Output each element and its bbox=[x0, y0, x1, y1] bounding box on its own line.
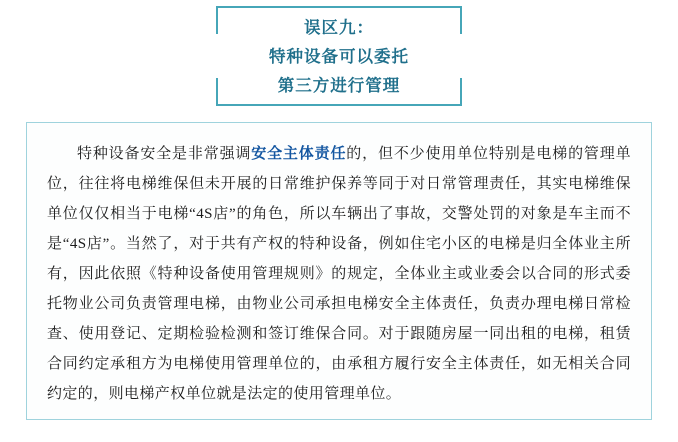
paragraph-text-lead: 特种设备安全是非常强调 bbox=[77, 146, 252, 162]
paragraph-highlight-term: 安全主体责任 bbox=[251, 146, 347, 162]
header-title-line-1: 误区九： bbox=[304, 17, 374, 37]
header-title-line-3: 第三方进行管理 bbox=[277, 75, 401, 95]
header-banner bbox=[0, 0, 678, 118]
paragraph-text-rest: 的，但不少使用单位特别是电梯的管理单位，往往将电梯维保但未开展的日常维护保养等同于对日常管理责任，其实电梯维保单位仅仅相当于电梯“4S店”的角色，所以车辆出了事故，交警处罚的对象是车主而不是“4S店”。当然了，对于共有产权的特种设备，例如住宅小区的电梯是归全体业主所有，因此依照《特种设备使用管理规则》的规定，全体业主或业委会以合同的形式委托物业公司负责管理电梯，由物业公司承担电梯安全主体责任，负责办理电梯日常检查、使用登记、定期检验检测和签订维保合同。对于跟随房屋一同出租的电梯，租赁合同约定承租方为电梯使用管理单位的，由承租方履行安全主体责任，如无相关合同约定的，则电梯产权单位就是法定的使用管理单位。 bbox=[47, 146, 631, 402]
body-paragraph bbox=[47, 139, 631, 409]
header-corner-bottom-left bbox=[216, 78, 218, 104]
header-title-line-2: 特种设备可以委托 bbox=[269, 46, 409, 66]
content-card bbox=[26, 122, 652, 420]
header-corner-bottom-right bbox=[460, 78, 462, 104]
header-title-box bbox=[216, 6, 462, 106]
